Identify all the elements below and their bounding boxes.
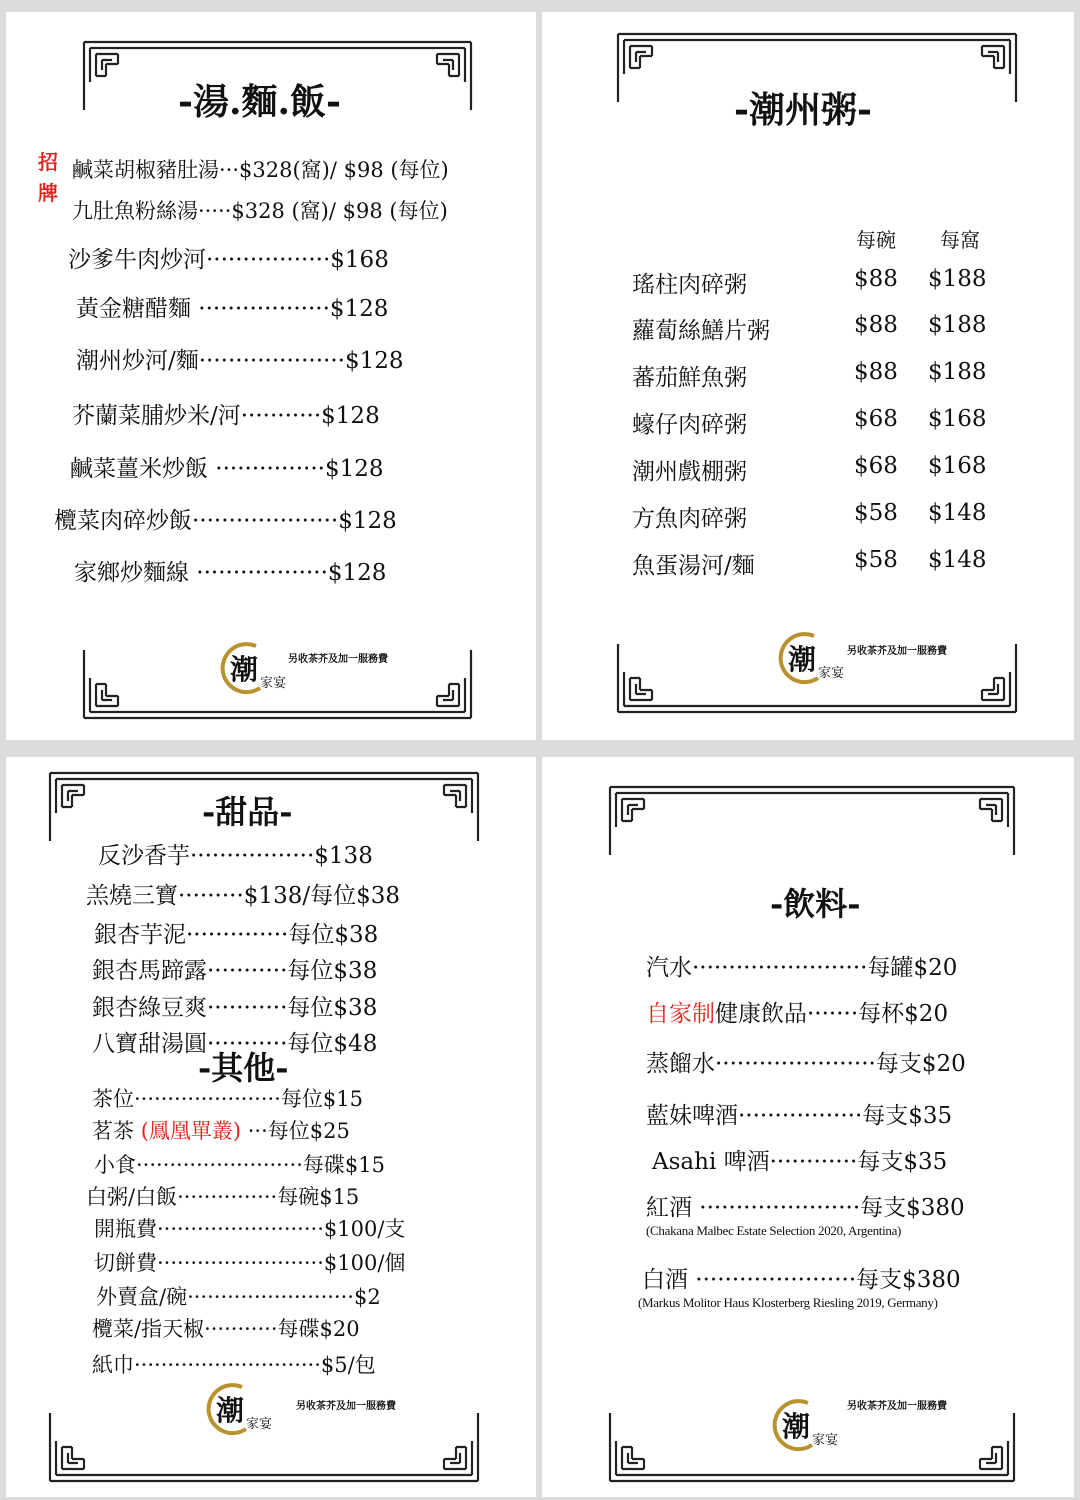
menu-item: 銀杏馬蹄露···········每位$38 (92, 958, 378, 984)
section-title-other: -其他- (198, 1049, 289, 1087)
menu-item (646, 995, 948, 1028)
signature-badge-top: 招 (38, 150, 58, 174)
logo-subtext: 家宴 (260, 676, 287, 691)
congee-pot-price: $148 (928, 547, 987, 573)
menu-item: 欖菜肉碎炒飯····················$128 (54, 508, 397, 534)
menu-item (92, 1115, 350, 1145)
menu-item: 紙巾····························$5/包 (92, 1353, 376, 1377)
menu-item: 鹹菜薑米炒飯 ···············$128 (70, 456, 384, 482)
menu-item: 切餅費·························$100/個 (94, 1251, 406, 1275)
menu-item: 外賣盒/碗·························$2 (96, 1285, 381, 1309)
menu-item: 銀杏綠豆爽···········每位$38 (92, 995, 378, 1021)
menu-item: 芥蘭菜脯炒米/河···········$128 (72, 403, 380, 429)
congee-pot-price: $168 (928, 453, 987, 479)
congee-pot-price: $188 (928, 312, 987, 338)
congee-name: 蠔仔肉碎粥 (632, 412, 747, 438)
congee-pot-price: $148 (928, 500, 987, 526)
logo-subtext: 家宴 (812, 1433, 839, 1448)
congee-bowl-price: $68 (854, 453, 898, 479)
menu-item: 黃金糖醋麵 ··················$128 (76, 296, 389, 322)
menu-page-congee (542, 12, 1074, 740)
menu-item: 白酒 ······················每支$380 (642, 1267, 961, 1293)
item-text: 健康飲品·······每杯$20 (715, 1001, 949, 1027)
menu-item: 八寶甜湯圓···········每位$48 (92, 1031, 378, 1057)
menu-page-soup-noodle-rice (6, 12, 536, 740)
column-header-pot: 每窩 (940, 228, 980, 252)
item-price: ···每位$25 (241, 1119, 350, 1143)
signature-badge-bottom: 牌 (38, 181, 58, 205)
congee-name: 瑤柱肉碎粥 (632, 272, 747, 298)
congee-bowl-price: $88 (854, 359, 898, 385)
menu-item: 欖菜/指天椒···········每碟$20 (92, 1317, 360, 1341)
congee-bowl-price: $58 (854, 500, 898, 526)
congee-pot-price: $188 (928, 359, 987, 385)
congee-pot-price: $188 (928, 266, 987, 292)
service-charge-note: 另收茶芥及加一服務費 (296, 1401, 396, 1412)
menu-item: 紅酒 ······················每支$380 (646, 1195, 965, 1221)
congee-name: 潮州戲棚粥 (632, 459, 747, 485)
menu-item: 茶位······················每位$15 (92, 1087, 363, 1111)
item-highlight: 自家制 (646, 1001, 715, 1027)
logo-char: 潮 (782, 1410, 811, 1443)
menu-item: 藍妹啤酒·················每支$35 (646, 1103, 953, 1129)
menu-item: 九肚魚粉絲湯·····$328 (窩)/ $98 (每位) (72, 199, 448, 223)
logo-char: 潮 (216, 1394, 245, 1427)
congee-name: 蘿蔔絲鱔片粥 (632, 318, 770, 344)
wine-note: (Chakana Malbec Estate Selection 2020, Argentina) (646, 1223, 902, 1238)
service-charge-note: 另收茶芥及加一服務費 (847, 1401, 947, 1412)
congee-bowl-price: $88 (854, 312, 898, 338)
page-title: -潮州粥- (734, 89, 872, 131)
column-header-bowl: 每碗 (856, 228, 896, 252)
congee-pot-price: $168 (928, 406, 987, 432)
congee-name: 蕃茄鮮魚粥 (632, 365, 747, 391)
menu-item: 鹹菜胡椒豬肚湯···$328(窩)/ $98 (每位) (72, 158, 449, 182)
wine-note: (Markus Molitor Haus Klosterberg Riesling 2019, Germany) (638, 1295, 938, 1310)
item-highlight: (鳳凰單叢) (140, 1119, 242, 1143)
menu-page-drinks (542, 757, 1074, 1497)
menu-item: 蒸餾水······················每支$20 (646, 1051, 966, 1077)
logo-subtext: 家宴 (818, 666, 845, 681)
page-title: -飲料- (770, 885, 861, 923)
logo-char: 潮 (230, 653, 259, 686)
service-charge-note: 另收茶芥及加一服務費 (288, 654, 388, 665)
menu-item: 銀杏芋泥··············每位$38 (94, 922, 379, 948)
menu-item: Asahi 啤酒············每支$35 (652, 1149, 948, 1175)
menu-item: 反沙香芋·················$138 (98, 843, 373, 869)
menu-page-dessert-other (6, 757, 536, 1497)
menu-item: 小食·························每碟$15 (94, 1153, 385, 1177)
page-title: -湯.麵.飯- (178, 81, 341, 123)
menu-item: 潮州炒河/麵····················$128 (76, 348, 404, 374)
menu-item: 羔燒三寶·········$138/每位$38 (86, 883, 400, 909)
item-text: 茗茶 (92, 1119, 141, 1143)
congee-bowl-price: $58 (854, 547, 898, 573)
congee-bowl-price: $88 (854, 266, 898, 292)
congee-name: 魚蛋湯河/麵 (632, 553, 755, 579)
congee-bowl-price: $68 (854, 406, 898, 432)
frame-lattice (84, 42, 471, 718)
menu-item: 開瓶費·························$100/支 (94, 1217, 406, 1241)
menu-item: 家鄉炒麵線 ··················$128 (74, 560, 387, 586)
service-charge-note: 另收茶芥及加一服務費 (847, 646, 947, 657)
logo-subtext: 家宴 (246, 1417, 273, 1432)
menu-item: 沙爹牛肉炒河·················$168 (68, 247, 389, 273)
congee-name: 方魚肉碎粥 (632, 506, 747, 532)
menu-item: 汽水························每罐$20 (646, 955, 958, 981)
page-title: -甜品- (202, 793, 293, 831)
menu-item: 白粥/白飯···············每碗$15 (86, 1185, 360, 1209)
logo-char: 潮 (788, 643, 817, 676)
